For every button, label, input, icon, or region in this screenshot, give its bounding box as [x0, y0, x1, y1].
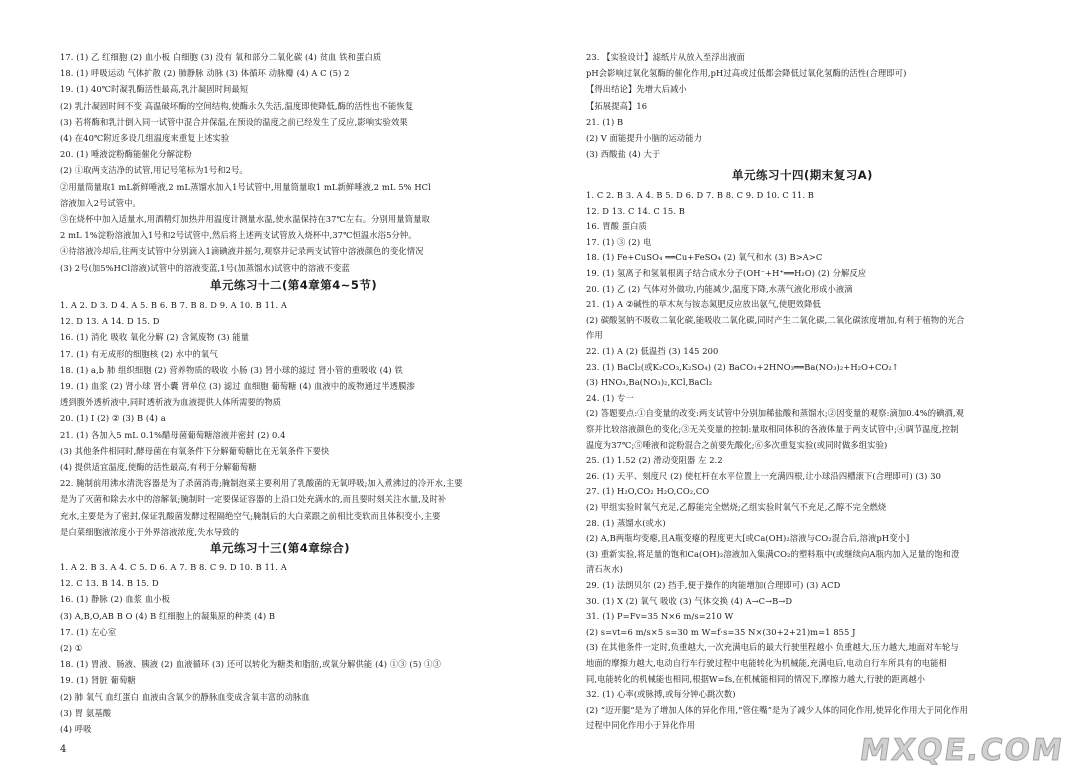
answer-line: (3) 西酸盐 (4) 大于 [586, 149, 661, 160]
answer-line: 是为了灭菌和除去水中的溶解氧;腌制时一定要保证容器的上沿口处充满水的,而且要时刻关注水量,及时补 [60, 494, 447, 505]
answer-line: 19. (1) 氢离子和氢氧根离子结合成水分子(OH⁻+H⁺══H₂O) (2) 分解反应 [586, 268, 867, 278]
answer-line: 溶液加入2号试管中。 [60, 197, 141, 208]
answer-line: (3) 在其他条件一定时,负重越大,一次充满电后的最大行驶里程越小 负重越大,压力越大,地面对车轮与 [586, 642, 959, 653]
answer-line: 19. (1) 血浆 (2) 肾小球 肾小囊 肾单位 (3) 滤过 血细胞 葡萄糖 (4) 血液中的废物通过半透膜渗 [60, 381, 415, 391]
page-number: 4 [60, 744, 67, 755]
section-heading: 单元练习十二(第4章第4~5节) [210, 278, 378, 292]
answer-line: (4) 在40℃附近多设几组温度来重复上述实验 [60, 133, 230, 143]
section-heading: 单元练习十四(期末复习A) [732, 168, 873, 182]
answer-line: (4) 呼吸 [60, 724, 92, 734]
answer-line: 地面的摩擦力越大,电动自行车行驶过程中电能转化为机械能,充满电后,电动自行车所具有的电能相 [586, 658, 947, 668]
answer-line: 作用 [586, 330, 603, 341]
answer-line: (3) 胃 氨基酸 [60, 707, 112, 718]
answer-line: 30. (1) X (2) 氧气 吸收 (3) 气体交换 (4) A→C→B→D [586, 595, 793, 606]
answer-line: 1. A 2. D 3. D 4. A 5. B 6. B 7. B 8. D 9. A 10. B 11. A [60, 300, 287, 310]
answer-line: 同,电能转化的机械能也相同,根据W=fs,在机械能相同的情况下,摩擦力越大,行驶的距离越小 [586, 673, 926, 684]
answer-line: (2) ①取两支洁净的试管,用记号笔标为1号和2号。 [60, 165, 248, 176]
answer-line: 19. (1) 肾脏 葡萄糖 [60, 675, 136, 686]
answer-line: (3) A,B,O,AB B O (4) B 红细胞上的凝集原的种类 (4) B [60, 610, 276, 621]
answer-line: (4) 提供适宜温度,使酶的活性最高,有利于分解葡萄糖 [60, 462, 257, 472]
answer-line: 22. 腌制前用沸水清洗容器是为了杀菌消毒;腌制泡菜主要利用了乳酸菌的无氧呼吸;加入煮沸过的冷开水,主要 [60, 478, 463, 489]
answer-line: 21. (1) A ②碱性的草木灰与铵态氮肥反应放出氨气,使肥效降低 [586, 299, 821, 310]
answer-line: 16. (1) 静脉 (2) 血浆 血小板 [60, 594, 171, 605]
answer-line: (2) 乳汁凝固时间不变 高温破坏酶的空间结构,使酶永久失活,温度即使降低,酶的活性也不能恢复 [60, 100, 414, 111]
answer-line: 18. (1) 胃液、肠液、胰液 (2) 血液循环 (3) 还可以转化为糖类和脂肪,或氧分解供能 (4) ①③ (5) ①③ [60, 659, 441, 670]
answer-line: (2) 答题要点:①自变量的改变:两支试管中分别加稀盐酸和蒸馏水;②因变量的观察:滴加0.4%的碘酒,观 [586, 408, 965, 419]
answer-line: 清石灰水) [586, 564, 623, 575]
answer-line: 19. (1) 40℃时凝乳酶活性最高,乳汁凝固时间最短 [60, 84, 249, 95]
answer-line: pH会影响过氧化氢酶的催化作用,pH过高或过低都会降低过氧化氢酶的活性(合理即可) [586, 68, 907, 79]
answer-line: 12. D 13. C 14. C 15. B [586, 205, 685, 216]
answer-line: 25. (1) 1.52 (2) 滑动变阻器 左 2.2 [586, 455, 723, 466]
section-heading: 单元练习十三(第4章综合) [210, 541, 351, 555]
answer-line: (2) s=vt=6 m/s×5 s=30 m W=f·s=35 N×(30+2+21)m=1 855 J [586, 626, 856, 637]
answer-line: (2) 肺 氧气 血红蛋白 血液由含氧少的静脉血变成含氧丰富的动脉血 [60, 691, 310, 702]
answer-line: 17. (1) 有无成形的细胞核 (2) 水中的氧气 [60, 348, 218, 359]
answer-line: 21. (1) 各加入5 mL 0.1%醋母菌葡萄糖溶液并密封 (2) 0.4 [60, 429, 286, 440]
answer-line: 17. (1) 左心室 [60, 626, 117, 637]
answer-line: 16. 胃酸 蛋白质 [586, 221, 647, 232]
answer-line: 16. (1) 消化 吸收 氧化分解 (2) 含氮废物 (3) 能量 [60, 332, 250, 343]
answer-line: 20. (1) 唾液淀粉酶能催化分解淀粉 [60, 149, 192, 160]
answer-line: (3) HNO₃,Ba(NO₃)₂,KCl,BaCl₂ [586, 377, 713, 388]
answer-line: 27. (1) H₂O,CO₂ H₂O,CO₂,CO [586, 486, 710, 497]
answer-line: 2 mL 1%淀粉溶液加入1号和2号试管中,然后将上述两支试管放入烧杯中,37℃恒温水浴5分钟。 [60, 230, 417, 241]
answer-line: 18. (1) Fe+CuSO₄ ══Cu+FeSO₄ (2) 氧气和水 (3) B>A>C [586, 252, 823, 263]
answer-line: 过程中同化作用小于异化作用 [586, 720, 696, 731]
answer-line: (2) A,B两瓶均变瘪,且A瓶变瘪的程度更大[或Ca(OH)₂溶液与CO₂混合后,溶液pH变小] [586, 533, 910, 544]
answer-line: 察并比较溶液颜色的变化;③无关变量的控制:量取相同体积的各液体量于两支试管中;④调节温度,控制 [586, 424, 959, 434]
answer-line: 29. (1) 法朗贝尔 (2) 挡手,便于操作的肉能增加(合理即可) (3) ACD [586, 580, 841, 590]
answer-line: 温度为37℃;⑤唾液和淀粉混合之前要先酸化;⑥多次重复实验(或同时做多组实验) [586, 439, 888, 450]
answer-line: 23. (1) BaCl₂(或K₂CO₃,K₂SO₄) (2) BaCO₃+2HNO₃══Ba(NO₃)₂+H₂O+CO₂↑ [586, 361, 899, 372]
right-column [586, 0, 1056, 772]
answer-line: (3) 2号(加5%HCl溶液)试管中的溶液变蓝,1号(加蒸馏水)试管中的溶液不变蓝 [60, 262, 350, 273]
answer-line: 22. (1) A (2) 低温挡 (3) 145 200 [586, 346, 719, 356]
answer-line: 17. (1) 乙 红细胞 (2) 血小板 白细胞 (3) 没有 氧和部分二氧化碳 (4) 贫血 铁和蛋白质 [60, 52, 382, 62]
answer-line: 17. (1) ③ (2) 电 [586, 236, 652, 247]
answer-line: (2) V 面能提升小脑的运动能力 [586, 133, 702, 143]
answer-line: (3) 若将酶和乳汁倒入同一试管中混合并保温,在预设的温度之前已经发生了反应,影响实验效果 [60, 116, 408, 127]
answer-line: 【得出结论】先增大后减小 [586, 84, 687, 95]
answer-line: 透到腹外透析液中,同时透析液为血液提供人体所需要的物质 [60, 397, 282, 408]
answer-line: 26. (1) 天平、刻度尺 (2) 使杠杆在水平位置上一充满四根,让小球沿四槽滚下(合理即可) (3) 30 [586, 470, 941, 481]
answer-line: ③在烧杯中加入适量水,用酒精灯加热并用温度计测量水温,使水温保持在37℃左右。分别用量筒量取 [60, 214, 430, 224]
answer-line: ④待溶液冷却后,往两支试管中分别滴入1滴碘液并摇匀,观察并记录两支试管中溶液颜色的变化情况 [60, 246, 424, 257]
answer-line: ②用量筒量取1 mL新鲜唾液,2 mL蒸馏水加入1号试管中,用量筒量取1 mL新鲜唾液,2 mL 5% HCl [60, 181, 431, 192]
answer-line: 1. A 2. B 3. A 4. C 5. D 6. A 7. B 8. C 9. D 10. B 11. A [60, 562, 287, 572]
answer-line: 32. (1) 心率(或脉搏,或每分钟心跳次数) [586, 689, 736, 700]
answer-line: 是白菜细胞液浓度小于外界溶液浓度,失水导致的 [60, 526, 240, 537]
answer-line: 12. C 13. B 14. B 15. D [60, 578, 159, 589]
answer-line: (2) 甲组实验时氧气充足,乙醇能完全燃烧;乙组实验时氧气不充足,乙醇不完全燃烧 [586, 502, 887, 512]
answer-line: 20. (1) 乙 (2) 气体对外做功,内能减少,温度下降,水蒸气液化形成小液滴 [586, 283, 853, 294]
answer-line: 23. 【实验设计】滤纸片从放入至浮出液面 [586, 52, 745, 62]
answer-line: 12. D 13. A 14. D 15. D [60, 316, 160, 327]
answer-line: 20. (1) Ⅰ (2) ② (3) B (4) a [60, 413, 166, 424]
answer-line: 【拓展提高】16 [586, 100, 648, 111]
watermark-logo: MXQE.COM [857, 733, 1067, 768]
answer-line: 18. (1) a,b 肺 组织细胞 (2) 营养物质的吸收 小肠 (3) 肾小球的滤过 肾小管的重吸收 (4) 铁 [60, 364, 403, 375]
answer-line: 31. (1) P=Fv=35 N×6 m/s=210 W [586, 611, 734, 622]
answer-line: 1. C 2. B 3. A 4. B 5. D 6. D 7. B 8. C 9. D 10. C 11. B [586, 190, 814, 200]
answer-line: (3) 其他条件相同时,酵母菌在有氧条件下分解葡萄糖比在无氧条件下要快 [60, 445, 330, 456]
answer-line: (2) ① [60, 643, 83, 653]
answer-line: 18. (1) 呼吸运动 气体扩散 (2) 肺静脉 动脉 (3) 体循环 动脉瓣 (4) A C (5) 2 [60, 68, 350, 79]
answer-line: (2) “迈开腿”是为了增加人体的异化作用,“管住嘴”是为了减少人体的同化作用,使异化作用大于同化作用 [586, 704, 968, 715]
answer-line: 21. (1) B [586, 116, 624, 127]
answer-line: (2) 碳酸氢钠不吸收二氧化碳,能吸收二氧化碳,同时产生二氧化碳,二氧化碳浓度增加,有利于植物的光合 [586, 314, 965, 325]
answer-line: 充水,主要是为了密封,保证乳酸菌发酵过程隔绝空气;腌制后的大白菜跟之前相比变软而且体积变小,主要 [60, 510, 441, 521]
answer-line: 28. (1) 蒸馏水(或水) [586, 517, 666, 528]
answer-line: 24. (1) 专一 [586, 392, 634, 403]
answer-line: (3) 重新实验,将足量的饱和Ca(OH)₂溶液加入集满CO₂的塑料瓶中(或继续向A瓶内加入足量的饱和澄 [586, 548, 960, 559]
left-column [60, 0, 522, 772]
